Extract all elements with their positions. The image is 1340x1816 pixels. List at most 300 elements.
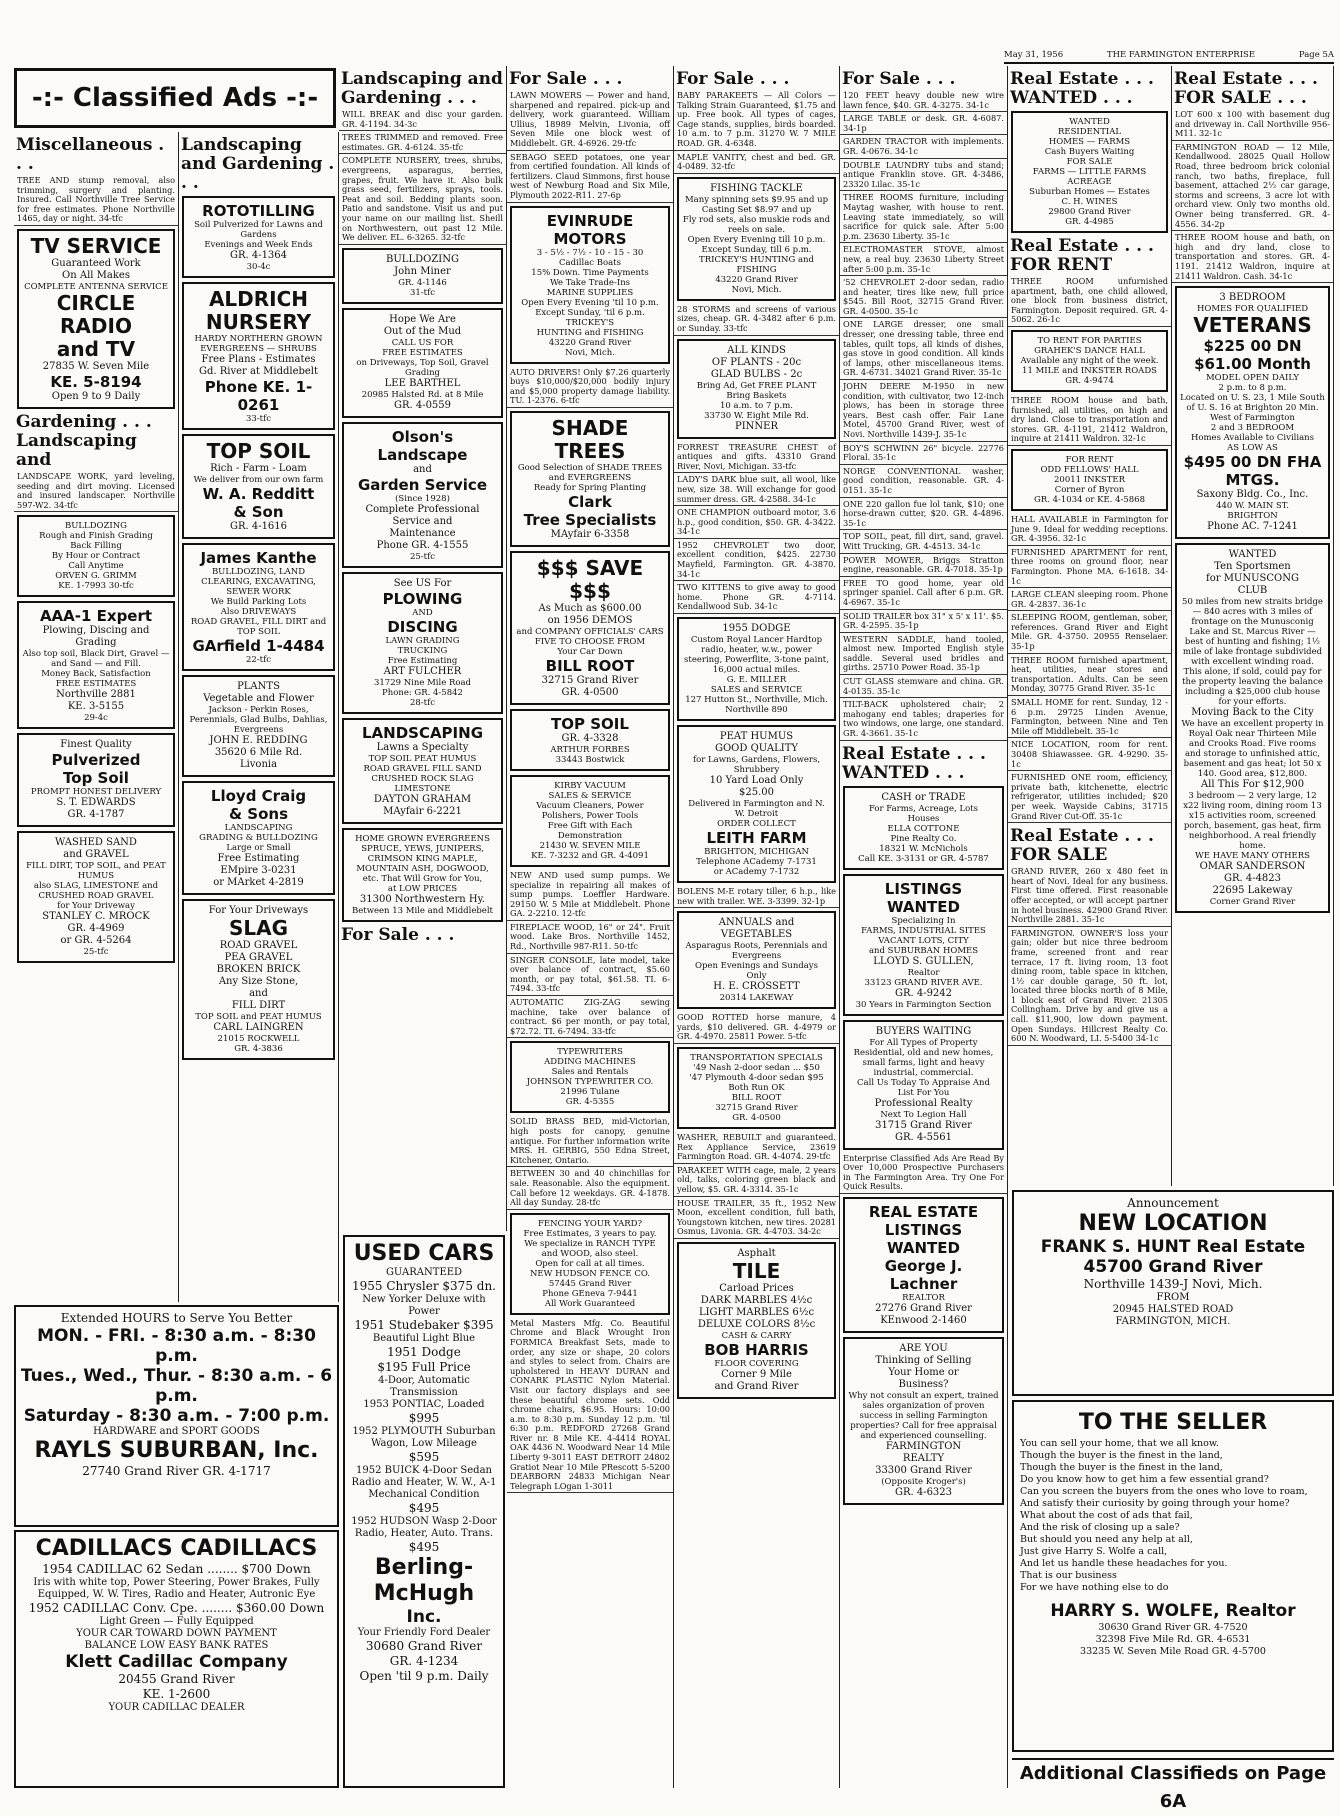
ad-line: Back Filling — [70, 541, 122, 552]
ad-line: Finest Quality — [60, 739, 132, 751]
ad-line: ART FULCHER — [383, 665, 462, 677]
ad-line: BRIGHTON — [1227, 511, 1278, 522]
ad-line: and TV — [56, 336, 136, 361]
ad-line: for Your Driveway — [57, 901, 135, 912]
ad-line: Call KE. 3-3131 or GR. 4-5787 — [858, 853, 989, 864]
ad-line: John Miner — [394, 265, 451, 277]
ad-line: EVINRUDE MOTORS — [546, 211, 634, 248]
seller-title: TO THE SELLER — [1078, 1410, 1268, 1435]
ad-line: Plowing, Discing and — [42, 625, 150, 637]
classified-ad: LADY'S DARK blue suit, all wool, like new, size 38. Will exchange for good summer dress. GR. 4-2588. 34-1c — [674, 475, 839, 506]
ad-line: on 1956 DEMOS — [547, 614, 633, 626]
ad-line: CALL US FOR — [391, 337, 454, 348]
verse-line: Though the buyer is the finest in the land, — [1020, 1450, 1223, 1461]
ad-line: C. H. WINES — [1061, 197, 1118, 207]
ad-line: Rich - Farm - Loam — [210, 463, 307, 474]
classified-ad: NICE LOCATION, room for rent. 30408 Shiawassee. GR. 4-9290. 35-1c — [1008, 740, 1171, 771]
ad-line: TV SERVICE — [30, 233, 162, 258]
ad-line: Sales and Rentals — [551, 1067, 629, 1078]
ad-line: Suburban Homes — Estates — [1029, 187, 1150, 197]
ad-line: Out of the Mud — [383, 325, 462, 337]
column-2 — [179, 132, 339, 1302]
ad-line: 1953 PONTIAC, Loaded — [363, 1399, 485, 1410]
ad-line: LAWN GRADING — [385, 635, 460, 646]
classified-ad: THREE ROOMS furniture, including Maytag washer, with house to rent. Leaving state immediately, so will sacrifice for quick sale. After 5:00 p.m. 23630 Liberty. 35-1c — [840, 193, 1007, 243]
ad-line: SALES and SERVICE — [710, 685, 803, 696]
ad-line: GR. 4-5355 — [565, 1097, 615, 1108]
header-page: Page 5A — [1298, 50, 1334, 60]
display-ad — [1011, 449, 1168, 511]
ad-line: Large or Small — [226, 843, 291, 853]
section-heading: For Sale . . . — [842, 69, 956, 89]
ad-line: 21430 W. SEVEN MILE — [539, 840, 641, 851]
ad-line: Good Selection of SHADE TREES and EVERGREENS — [517, 462, 663, 483]
ad-line: AAA-1 Expert — [39, 607, 153, 626]
ad-line: LISTINGS — [884, 1221, 963, 1239]
display-ad — [677, 1242, 836, 1399]
ad-line: GUARANTEED — [385, 1267, 463, 1278]
ad-line: H. E. CROSSETT — [713, 981, 800, 993]
ad-line: We have an excellent property in Royal Oak near Thirteen Mile and Crooks Road. Five rooms and storage to unfinished attic, basement and gas heat; lot 50 x 140. Good area, $12,800. — [1181, 719, 1324, 780]
ad-line: Novi, Mich. — [731, 284, 782, 295]
ad-line: ACREAGE — [1067, 177, 1112, 187]
ad-line: or GR. 4-5264 — [60, 935, 132, 947]
display-ad — [17, 831, 175, 963]
ad-line: Announcement — [1127, 1196, 1219, 1210]
ad-line: Maintenance — [389, 527, 456, 539]
ad-line: and COMPANY OFFICIALS' CARS — [516, 626, 664, 637]
ad-line: Lachner — [889, 1275, 958, 1293]
ad-line: MODEL OPEN DAILY — [1205, 373, 1300, 384]
display-ad — [17, 229, 175, 409]
ad-line: Only — [746, 971, 767, 982]
seller-name: HARRY S. WOLFE, Realtor — [1050, 1601, 1296, 1621]
display-ad — [843, 1020, 1004, 1150]
classified-ad: SOLID TRAILER box 31" x 5' x 11'. $5. GR. 4-2595. 35-1p — [840, 612, 1007, 633]
ad-line: ROAD GRAVEL — [219, 940, 298, 951]
ad-line: CLUB — [1237, 585, 1268, 597]
ad-line: Hope We Are — [389, 313, 456, 325]
ad-line: DISCING — [387, 617, 458, 636]
classified-ad: FURNISHED APARTMENT for rent, three rooms on ground floor, near Farmington. Phone MA. 6-1618. 34-1c — [1008, 548, 1171, 588]
classified-ad: SINGER CONSOLE, late model, take over balance of contract, $5.60 month, or pay total, $61.58. TI. 6-7494. 33-tfc — [507, 956, 673, 996]
ad-line: BILL ROOT — [545, 656, 635, 675]
ad-line: 27276 Grand River — [875, 1303, 972, 1314]
ad-line: SLAG — [228, 916, 289, 940]
ad-line: Grading — [75, 637, 117, 649]
ad-line: NURSERY — [205, 310, 312, 334]
ad-line: 1952 PLYMOUTH Suburban Wagon, Low Mileage — [352, 1426, 496, 1449]
ad-line: Except Sunday, till 6 p.m. — [701, 244, 812, 255]
ad-line: FREE ESTIMATES — [55, 679, 137, 690]
display-ad — [1175, 543, 1330, 913]
ad-line: Clark — [568, 492, 612, 511]
ad-line: Available any night of the week. — [1020, 355, 1159, 366]
ad-line: HUNTING and FISHING — [536, 327, 644, 338]
ad-line: ARE YOU — [899, 1343, 948, 1354]
display-ad — [510, 775, 670, 867]
ad-line: REALTOR — [902, 1293, 945, 1303]
section-heading: For Sale . . . — [509, 69, 623, 89]
ad-line: 20314 LAKEWAY — [719, 993, 794, 1004]
section-heading: Gardening . . . Landscaping and — [16, 411, 152, 470]
ad-line: RAYLS SUBURBAN, Inc. — [34, 1438, 319, 1463]
ad-line: Phone KE. 1-0261 — [204, 378, 313, 414]
cadillac-ad — [14, 1530, 339, 1788]
ad-line: Iris with white top, Power Steering, Power Brakes, Fully Equipped, W. W. Tires, Radio and Heater, Autronic Eye — [33, 1577, 320, 1600]
ad-line: TOP SOIL PEAT HUMUS — [368, 753, 477, 764]
ad-line: GR. 4-0559 — [393, 399, 452, 411]
verse-line: Just give Harry S. Wolfe a call, — [1020, 1546, 1168, 1557]
ad-line: ORVEN G. GRIMM — [55, 571, 137, 582]
ad-line: We specialize in RANCH TYPE and WOOD, also steel. — [524, 1238, 656, 1259]
ad-line: 21996 Tulane — [560, 1087, 620, 1098]
ad-line: Lawns a Specialty — [376, 741, 469, 753]
ad-line: 30-4c — [246, 262, 271, 272]
display-ad — [182, 196, 335, 278]
ad-line: STANLEY C. MROCK — [42, 911, 150, 923]
ad-line: 22-tfc — [245, 655, 271, 665]
ad-line: GR. 4-1146 — [398, 277, 447, 288]
ad-line: TRICKEY'S HUNTING and FISHING — [699, 254, 814, 275]
ad-line: Pulverized — [51, 751, 141, 770]
classified-ad: FURNISHED ONE room, efficiency, private bath, kitchenette, electric refrigerator, utilities included; $20 per week. Wayside Cabins, 31715 Grand River Cut-Off. 35-1c — [1008, 773, 1171, 823]
ad-line: MOUNTAIN ASH, DOGWOOD, — [356, 863, 489, 874]
ad-line: $595 — [408, 1450, 440, 1464]
ad-line: 29-4c — [84, 713, 108, 724]
ad-line: WASHED SAND — [55, 837, 137, 849]
ad-line: WANTED — [1069, 117, 1110, 127]
classified-ad: FORREST TREASURE CHEST of antiques and gifts. 43310 Grand River, Novi, Michigan. 33-tfc — [674, 443, 839, 474]
classified-ad: LAWN MOWERS — Power and hand, sharpened and repaired. pick-up and delivery, work guaranteed. William Ullius, 18989 Melvin, Livonia, off Seven Mile one block west of Middlebelt. GR. 4-6926. 29-tfc — [507, 91, 673, 151]
ad-line: KE. 1-7993 30-tfc — [58, 581, 134, 592]
ad-line: Call Anytime — [68, 561, 124, 572]
ad-line: Guaranteed Work — [51, 257, 141, 269]
display-ad — [677, 177, 836, 301]
ad-line: All Work Guaranteed — [544, 1298, 636, 1309]
ad-line: 20011 INKSTER — [1054, 474, 1125, 485]
ad-line: Your Car Down — [557, 646, 623, 657]
ad-line: $495 — [408, 1501, 440, 1515]
classified-ad: NEW AND used sump pumps. We specialize in repairing all makes of sump pumps. Loeffler Hardware. 29150 W. 5 Mile at Middlebelt. Phone GA. 2-2210. 12-tfc — [507, 871, 673, 921]
ad-line: BRIGHTON, MICHIGAN — [704, 847, 809, 858]
display-ad — [843, 874, 1004, 1016]
classified-ad: TOP SOIL, peat, fill dirt, sand, gravel. Witt Trucking, GR. 4-4513. 34-1c — [840, 532, 1007, 553]
classified-ad: GARDEN TRACTOR with implements. GR. 4-0676. 34-1c — [840, 137, 1007, 158]
ad-line: Open Every Evening 'til 10 p.m. — [521, 297, 659, 308]
ad-line: HARDY NORTHERN GROWN — [194, 334, 323, 344]
ad-line: Lloyd Craig — [210, 787, 307, 805]
display-ad — [1011, 111, 1168, 233]
ad-line: HOME GROWN EVERGREENS — [355, 833, 490, 844]
classified-ad: COMPLETE NURSERY, trees, shrubs, evergreens, asparagus, berries, grapes, fruit. We have it. Also bulk grass seed, fertilizers, sprays, tools. Peat and soil. Bedding plants soon. Patio and sandstone. Visit us and put your name on our mailing list. Sheill on Northwestern, out past 12 Mile. We deliver. EL. 6-3265. 32-tfc — [339, 156, 506, 244]
ad-line: for Lawns, Gardens, Flowers, Shrubbery — [692, 755, 821, 776]
ad-line: 31300 Northwestern Hy. — [359, 893, 486, 905]
verse-line: But should you need any help at all, — [1020, 1534, 1193, 1545]
ad-line: 1952 CADILLAC Conv. Cpe. ........ $360.00 Down — [28, 1601, 325, 1615]
display-ad — [342, 308, 503, 418]
ad-line: Complete Professional — [365, 503, 480, 515]
section-heading: Real Estate . . . FOR SALE — [1010, 826, 1154, 866]
ad-line: REALTY — [902, 1453, 945, 1464]
ad-line: GR. 4-0500 — [732, 1113, 781, 1123]
display-ad — [182, 675, 335, 777]
verse-line: And satisfy their curiosity by going through your home? — [1020, 1498, 1290, 1509]
ad-line: Tree Specialists — [523, 510, 657, 529]
display-ad — [182, 543, 335, 671]
ad-line: GR. 4-4823 — [1223, 873, 1282, 885]
ad-line: Open 9 to 9 Daily — [51, 390, 141, 402]
verse-line: Though the buyer is the finest in the land, — [1020, 1462, 1223, 1473]
ad-line: ARTHUR FORBES — [550, 744, 630, 755]
ad-line: $$$ SAVE $$$ — [536, 555, 644, 603]
ad-line: FRANK S. HUNT Real Estate — [1040, 1237, 1306, 1257]
ad-line: Any Size Stone, — [218, 976, 299, 987]
ad-line: KE. 7-3232 and GR. 4-4091 — [531, 850, 649, 861]
ad-line: 31715 Grand River — [875, 1119, 972, 1131]
display-ad — [843, 1337, 1004, 1505]
ad-line: 1955 Chrysler $375 dn. — [351, 1279, 496, 1293]
ad-line: $995 — [408, 1411, 440, 1425]
ad-line: GArfield 1-4484 — [192, 637, 325, 655]
ad-line: 1952 BUICK 4-Door Sedan Radio and Heater, W. W., A-1 Mechanical Condition — [351, 1465, 497, 1500]
classified-ad: LANDSCAPE WORK, yard leveling, seeding and dirt moving. Licensed and insured landscaper. Northville 597-W2. 34-tfc — [14, 472, 178, 512]
ad-line: KIRBY VACUUM — [554, 780, 626, 791]
ad-line: TILE — [732, 1258, 781, 1283]
ad-line: PLOWING — [382, 589, 463, 608]
ad-line: SHADE TREES — [551, 415, 629, 463]
ad-line: OMAR SANDERSON — [1199, 861, 1306, 873]
ad-line: for MUNUSCONG — [1206, 573, 1299, 585]
ad-line: Located on U. S. 23, 1 Mile South of U. S. 16 at Brighton 20 Min. West of Farmington — [1180, 393, 1325, 424]
ad-line: Top Soil — [63, 769, 129, 788]
ad-line: Pine Realty Co. — [890, 833, 957, 844]
section-heading: Real Estate . . . FOR SALE . . . — [1174, 69, 1318, 108]
ad-line: Northville 1439-J Novi, Mich. — [1083, 1277, 1263, 1291]
ad-line: BULLDOZING — [386, 253, 459, 265]
ad-line: LIMESTONE — [394, 783, 451, 794]
ad-line: KE. 1-2600 — [142, 1687, 211, 1701]
verse-line: What about the cost of ads that fail, — [1020, 1510, 1193, 1521]
classified-ad: FARMINGTON. OWNER'S loss your gain; older but nice three bedroom frame, screened front and rear terrace, 17 ft. living room, 13 foot dining room, table space in kitchen, 1½ car double garage, 50 ft. lot, located three blocks north of 8 Mile, 1 block east of Grand River. 21305 Collingham. Drive by and give us a call. $11,900, low down payment. Open Sundays. Hillcrest Realty Co. 600 N. Woodward, LI. 5-5400 34-1c — [1008, 929, 1171, 1046]
ad-line: FOR SALE — [1066, 157, 1113, 167]
ad-line: Houses — [907, 813, 940, 824]
ad-line: FARMS — LITTLE FARMS — [1032, 167, 1147, 177]
column-1 — [14, 132, 179, 1302]
ad-line: 32715 Grand River — [715, 1103, 798, 1113]
classified-ad: TREES TRIMMED and removed. Free estimates. GR. 4-6124. 35-tfc — [339, 133, 506, 154]
ad-line: Rough and Finish Grading — [39, 531, 153, 542]
ad-line: WANTED — [1228, 549, 1277, 561]
display-ad — [843, 786, 1004, 870]
ad-line: Saxony Bldg. Co., Inc. — [1196, 489, 1309, 501]
classified-ad: FREE TO good home, year old springer spaniel. Call after 6 p.m. GR. 4-6967. 35-1c — [840, 579, 1007, 610]
ad-line: 33443 Bostwick — [555, 754, 625, 765]
ad-line: Northville 890 — [725, 705, 788, 716]
seller-address-1: 30630 Grand River GR. 4-7520 — [1098, 1622, 1248, 1633]
section-heading: Real Estate . . . WANTED . . . — [1010, 69, 1154, 108]
ad-line: JOHNSON TYPEWRITER CO. — [526, 1077, 654, 1088]
ad-line: USED CARS — [353, 1241, 495, 1266]
ad-line: $495 — [408, 1540, 440, 1554]
ad-line: 20985 Halsted Rd. at 8 Mile — [361, 389, 484, 400]
display-ad — [17, 733, 175, 827]
classified-ad: JOHN DEERE M-1950 in new condition, with cultivator, two 12-inch plows, has been in storage three years. Best cash offer. Fair Lane Motel, 45700 Grand River, west of Novi. Northville 1439-J. 35-1c — [840, 382, 1007, 442]
ad-line: Open Every Evening till 10 p.m. — [687, 234, 826, 245]
ad-line: $495 00 DN FHA MTGS. — [1183, 453, 1322, 490]
ad-line: We Take Trade-Ins — [549, 277, 631, 288]
ad-line: 1954 CADILLAC 62 Sedan ........ $700 Down — [42, 1562, 311, 1576]
ad-line: Gd. River at Middlebelt — [198, 366, 319, 377]
classified-ad: Metal Masters Mfg. Co. Beautiful Chrome and Black Wrought Iron FORMICA Breakfast Sets, made to order, any size or shape, 20 colors and styles to select from. Chairs are upholstered in HEAVY DURAN and CONARK PLASTIC Nylon Material. Visit our factory displays and see these beautiful chrome sets. Odd chrome chairs, $6.95. Hours: 10:00 a.m. to 8:30 p.m. Sunday 12 p.m. 'til 6:30 p.m. REDFORD 27268 Grand River nr. 8 Mile KE. 4-4414 ROYAL OAK 4436 N. Woodward Near 14 Mile Liberty 9-3011 EAST DETROIT 24802 Gratiot Near 10 Mile PRescott 5-5200 DEARBORN 24833 Michigan Near Telegraph LOgan 1-3011 — [507, 1319, 673, 1494]
ad-line: ANNUALS and — [718, 917, 795, 929]
ad-line: FREE ESTIMATES — [382, 347, 463, 358]
classified-ad: 28 STORMS and screens of various sizes, cheap. GR. 4-3482 after 6 p.m. or Sunday. 33-tfc — [674, 305, 839, 336]
ad-line: ODD FELLOWS' HALL — [1040, 464, 1139, 475]
ad-line: TO RENT FOR PARTIES — [1037, 335, 1142, 346]
classified-ad: AUTO DRIVERS! Only $7.26 quarterly buys $10,000/$20,000 bodily injury and $5,000 property damage liability. TU. 1-2376. 6-tfc — [507, 368, 673, 408]
display-ad — [510, 411, 670, 547]
ad-line: '47 Plymouth 4-door sedan $95 — [689, 1073, 824, 1083]
ad-line: CASH or TRADE — [881, 791, 966, 803]
ad-line: & Son — [233, 503, 284, 521]
ad-line: 29800 Grand River — [1048, 207, 1131, 217]
ad-line: Corner of Byron — [1054, 484, 1125, 495]
classified-ad: LARGE TABLE or desk. GR. 4-6087. 34-1p — [840, 114, 1007, 135]
ad-line: BOB HARRIS — [704, 1340, 809, 1359]
ad-line: Phone: GR. 4-5842 — [382, 687, 463, 698]
ad-line: GRADING & BULLDOZING — [199, 833, 318, 843]
ad-line: Delivered in Farmington and N. W. Detroit — [688, 799, 825, 820]
classified-ad: ONE 220 gallon fue lol tank, $10; one horse-drawn cutter, $20. GR. 4-4896. 35-1c — [840, 500, 1007, 531]
ad-line: Custom Royal Lancer Hardtop radio, heater, w.w., power steering, Powerflite, 3-tone paint, 16,000 actual miles. — [684, 635, 829, 676]
ad-line: PEA GRAVEL — [224, 952, 293, 963]
ad-line: By Hour or Contract — [51, 551, 141, 562]
ad-line: LANDSCAPING — [224, 823, 293, 833]
column-8 — [1172, 66, 1334, 1186]
ad-line: Inc. — [406, 1607, 442, 1627]
display-ad — [510, 206, 670, 364]
ad-line: TOP SOIL and PEAT HUMUS — [195, 1012, 322, 1022]
ad-line: etc. That Will Grow for You, — [362, 873, 483, 884]
ad-line: $225 00 DN $61.00 Month — [1194, 337, 1311, 374]
ad-line: HOMES FOR QUALIFIED — [1196, 304, 1309, 315]
ad-line: GR. 4-5561 — [894, 1131, 953, 1143]
ad-line: VACANT LOTS, CITY — [878, 935, 969, 946]
ad-line: FARMINGTON — [885, 1441, 962, 1452]
ad-line: AS LOW AS — [1227, 443, 1278, 454]
ad-line: All This For $12,900 — [1200, 779, 1305, 791]
classified-ad: DOUBLE LAUNDRY tubs and stand; antique Franklin stove. GR. 4-3486, 23320 Lilac. 35-1c — [840, 161, 1007, 192]
ad-line: GR. 4-6323 — [894, 1487, 953, 1498]
display-ad — [342, 248, 503, 304]
ad-line: MAyfair 6-3358 — [550, 528, 630, 540]
classified-ad: WESTERN SADDLE, hand tooled, almost new. Imported English style saddle. Several used bridles and girths. 25710 Power Road. 35-1p — [840, 635, 1007, 675]
ad-line: GR. 4-4985 — [1065, 217, 1114, 227]
classified-ad: 120 FEET heavy double new wire lawn fence, $40. GR. 4-3275. 34-1c — [840, 91, 1007, 112]
ad-line: Also top soil, Black Dirt, Gravel — and Sand — and Fill. — [22, 649, 170, 670]
ad-line: $25.00 — [739, 787, 774, 799]
ad-line: LLOYD S. GULLEN, — [873, 955, 974, 967]
ad-line: or ACademy 7-1732 — [713, 867, 800, 878]
display-ad — [510, 709, 670, 771]
ad-line: PEAT HUMUS — [719, 731, 794, 743]
ad-line: ALL KINDS — [727, 344, 786, 356]
ad-line: Casting Set $8.97 and up — [701, 204, 812, 215]
ad-line: Klett Cadillac Company — [65, 1652, 288, 1672]
ad-line: 3 bedroom — 2 very large, 12 x22 living room, dining room 13 x15 activities room, screened porch, basement, gas heat, firm neighborhood. A real friendly home. — [1183, 791, 1322, 852]
ad-line: Open 'til 9 p.m. Daily — [359, 1669, 489, 1683]
ad-line: SPRUCE, YEWS, JUNIPERS, — [361, 843, 484, 854]
display-ad — [677, 617, 836, 721]
ad-line: 18321 W. McNichols — [879, 843, 968, 854]
ad-line: TOP SOIL — [206, 439, 311, 463]
ad-line: ROAD GRAVEL, FILL DIRT and TOP SOIL — [190, 617, 327, 637]
ad-line: FILL DIRT — [231, 1000, 286, 1011]
classified-ad: TWO KITTENS to give away to good home. Phone GR. 4-7114. Kendallwood Sub. 34-1c — [674, 583, 839, 614]
ad-line: LANDSCAPING — [361, 723, 484, 742]
ad-line: Moving Back to the City — [1191, 707, 1314, 719]
rayls-hours-ad — [14, 1305, 339, 1527]
classified-ad: HALL AVAILABLE in Farmington for June 9. Ideal for wedding receptions. GR. 4-3956. 32-1c — [1008, 515, 1171, 546]
ad-line: CRIMSON KING MAPLE, — [367, 853, 478, 864]
ad-line: 127 Hutton St., Northville, Mich. — [685, 695, 828, 706]
header-paper: THE FARMINGTON ENTERPRISE — [1106, 50, 1256, 60]
display-ad — [342, 422, 503, 568]
classified-ad: Enterprise Classified Ads Are Read By Over 10,000 Prospective Purchasers in The Farmington Area. Try One For Quick Results. — [840, 1154, 1007, 1194]
classified-ad: BOLENS M-E rotary tiller, 6 h.p., like new with trailer. WE. 3-3399. 32-1p — [674, 887, 839, 908]
ad-line: GR. 4-9474 — [1065, 375, 1114, 386]
display-ad — [677, 911, 836, 1009]
display-ad — [182, 781, 335, 895]
ad-line: Phone GEneva 7-9441 — [542, 1288, 638, 1299]
ad-line: Free Gift with Each Demonstration — [547, 820, 633, 841]
ad-line: MAyfair 6-2221 — [383, 805, 462, 817]
ad-line: ORDER COLLECT — [717, 819, 796, 830]
ad-line: George J. — [884, 1257, 963, 1275]
ad-line: 25-tfc — [83, 947, 109, 958]
ad-line: Homes Available to Civilians — [1190, 433, 1315, 444]
ad-line: GR. 4-1616 — [229, 521, 288, 532]
ad-line: $195 Full Price — [377, 1360, 471, 1374]
column-6 — [840, 66, 1008, 1788]
ad-line: 25-tfc — [409, 551, 435, 562]
ad-line: W. A. Redditt — [202, 485, 315, 503]
section-heading: For Sale . . . — [341, 924, 455, 945]
ad-line: Soil Pulverized for Lawns and Gardens — [194, 220, 323, 240]
additional-classifieds-footer: Additional Classifieds on Page 6A — [1012, 1758, 1334, 1788]
ad-line: 1951 Dodge — [387, 1345, 461, 1359]
ad-line: 1952 HUDSON Wasp 2-Door Radio, Heater, Auto. Trans. — [351, 1516, 497, 1539]
ad-line: 2 p.m. to 8 p.m. — [1218, 383, 1287, 394]
ad-line: TRICKEY'S — [565, 317, 615, 328]
ad-line: HARDWARE and SPORT GOODS — [93, 1426, 260, 1437]
ad-line: NEW LOCATION — [1078, 1211, 1268, 1236]
ad-line: 43220 Grand River — [548, 337, 632, 348]
classified-ad: NORGE CONVENTIONAL washer, good condition, reasonable. GR. 4-0151. 35-1c — [840, 467, 1007, 498]
ad-line: Free Estimating — [387, 655, 458, 666]
ad-line: TRUCKING — [397, 645, 448, 656]
classified-ad: THREE ROOM house and bath, on high and dry land, close to transportation and stores. GR. 4-1191. 21412 Waldron, inquire at 21411 Waldron. Cash. 34-1c — [1172, 233, 1333, 283]
ad-line: KEnwood 2-1460 — [880, 1315, 967, 1326]
ad-line: Olson's — [391, 427, 454, 446]
classified-ad: THREE ROOM house and bath, furnished, all utilities, on high and dry land. Close to transportation and stores. GR. 4-1191, 21412 Waldron, inquire at 21411 Waldron. 32-1c — [1008, 396, 1171, 446]
ad-line: & Sons — [228, 805, 289, 823]
ad-line: Money Back, Satisfaction — [41, 669, 151, 680]
ad-line: G. E. MILLER — [726, 675, 787, 686]
column-4 — [507, 66, 674, 1788]
ad-line: JOHN E. REDDING — [209, 735, 308, 746]
